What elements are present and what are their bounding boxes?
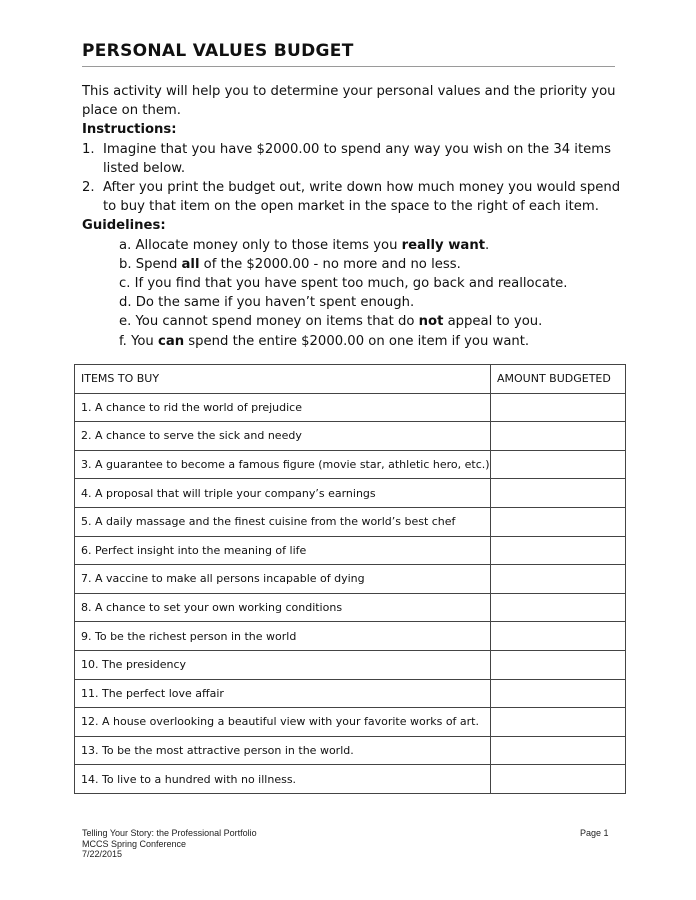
amount-cell[interactable] bbox=[491, 593, 626, 622]
amount-cell[interactable] bbox=[491, 450, 626, 479]
guideline-emphasis: not bbox=[418, 314, 444, 330]
items-column-header: ITEMS TO BUY bbox=[75, 365, 491, 394]
item-cell: 12. A house overlooking a beautiful view with your favorite works of art. bbox=[75, 708, 491, 737]
table-row bbox=[75, 565, 626, 594]
item-cell: 1. A chance to rid the world of prejudice bbox=[75, 393, 491, 422]
guideline-emphasis: can bbox=[158, 333, 185, 349]
table-row bbox=[75, 393, 626, 422]
instruction-text: After you print the budget out, write down how much money you would spend to buy that item on the open market in the space to the right of each item. bbox=[103, 180, 621, 215]
intro-paragraph: This activity will help you to determine your personal values and the priority you place on them. bbox=[82, 84, 616, 119]
instruction-number: 2. bbox=[82, 180, 95, 196]
page-title: PERSONAL VALUES BUDGET bbox=[82, 41, 354, 61]
item-cell: 7. A vaccine to make all persons incapable of dying bbox=[75, 565, 491, 594]
guidelines-heading: Guidelines: bbox=[82, 218, 166, 234]
instruction-item bbox=[82, 178, 622, 216]
footer-line: Telling Your Story: the Professional Portfolio bbox=[82, 828, 257, 838]
instruction-text: Imagine that you have $2000.00 to spend any way you wish on the 34 items listed below. bbox=[103, 141, 611, 176]
item-cell: 2. A chance to serve the sick and needy bbox=[75, 422, 491, 451]
amount-cell[interactable] bbox=[491, 479, 626, 508]
guideline-item bbox=[82, 332, 622, 351]
amount-cell[interactable] bbox=[491, 650, 626, 679]
guideline-item bbox=[82, 274, 622, 293]
instructions-heading: Instructions: bbox=[82, 122, 177, 138]
table-row bbox=[75, 736, 626, 765]
table-row bbox=[75, 708, 626, 737]
guideline-item bbox=[82, 293, 622, 312]
guideline-text: of the $2000.00 - no more and no less. bbox=[199, 256, 461, 272]
table-row bbox=[75, 536, 626, 565]
table-row bbox=[75, 507, 626, 536]
item-cell: 4. A proposal that will triple your company’s earnings bbox=[75, 479, 491, 508]
item-cell: 11. The perfect love affair bbox=[75, 679, 491, 708]
item-cell: 14. To live to a hundred with no illness. bbox=[75, 765, 491, 794]
page-number: Page 1 bbox=[580, 828, 609, 838]
guideline-text: b. Spend bbox=[119, 256, 182, 272]
values-budget-table bbox=[74, 364, 626, 794]
table-row bbox=[75, 479, 626, 508]
table-row bbox=[75, 593, 626, 622]
table-row bbox=[75, 765, 626, 794]
item-cell: 6. Perfect insight into the meaning of life bbox=[75, 536, 491, 565]
title-underline bbox=[82, 66, 615, 67]
amount-cell[interactable] bbox=[491, 507, 626, 536]
amount-cell[interactable] bbox=[491, 679, 626, 708]
item-cell: 8. A chance to set your own working conditions bbox=[75, 593, 491, 622]
guideline-text: appeal to you. bbox=[443, 314, 543, 330]
item-cell: 13. To be the most attractive person in the world. bbox=[75, 736, 491, 765]
instruction-number: 1. bbox=[82, 141, 95, 157]
amount-column-header: AMOUNT BUDGETED bbox=[491, 365, 626, 394]
table-header-row bbox=[75, 365, 626, 394]
page-footer bbox=[82, 828, 257, 860]
guideline-item bbox=[82, 255, 622, 274]
guideline-item bbox=[82, 236, 622, 255]
guideline-text: c. If you find that you have spent too much, go back and reallocate. bbox=[119, 276, 568, 292]
guideline-text: e. You cannot spend money on items that do bbox=[119, 314, 419, 330]
amount-cell[interactable] bbox=[491, 765, 626, 794]
instructions-block bbox=[82, 82, 622, 351]
amount-cell[interactable] bbox=[491, 536, 626, 565]
table-row bbox=[75, 679, 626, 708]
item-cell: 3. A guarantee to become a famous figure (movie star, athletic hero, etc.) bbox=[75, 450, 491, 479]
guideline-text: . bbox=[485, 237, 490, 253]
amount-cell[interactable] bbox=[491, 393, 626, 422]
guideline-text: spend the entire $2000.00 on one item if you want. bbox=[184, 333, 530, 349]
item-cell: 9. To be the richest person in the world bbox=[75, 622, 491, 651]
guideline-item bbox=[82, 312, 622, 331]
item-cell: 5. A daily massage and the finest cuisine from the world’s best chef bbox=[75, 507, 491, 536]
amount-cell[interactable] bbox=[491, 622, 626, 651]
guideline-text: d. Do the same if you haven’t spent enough. bbox=[119, 295, 415, 311]
guideline-text: f. You bbox=[119, 333, 158, 349]
table-row bbox=[75, 650, 626, 679]
table-row bbox=[75, 422, 626, 451]
guideline-text: a. Allocate money only to those items you bbox=[119, 237, 402, 253]
instruction-item bbox=[82, 140, 622, 178]
amount-cell[interactable] bbox=[491, 736, 626, 765]
footer-line: MCCS Spring Conference bbox=[82, 838, 187, 849]
table-row bbox=[75, 622, 626, 651]
amount-cell[interactable] bbox=[491, 422, 626, 451]
amount-cell[interactable] bbox=[491, 565, 626, 594]
table-row bbox=[75, 450, 626, 479]
amount-cell[interactable] bbox=[491, 708, 626, 737]
item-cell: 10. The presidency bbox=[75, 650, 491, 679]
guideline-emphasis: really want bbox=[401, 237, 486, 253]
guideline-emphasis: all bbox=[181, 256, 200, 272]
footer-date: 7/22/2015 bbox=[82, 849, 123, 859]
